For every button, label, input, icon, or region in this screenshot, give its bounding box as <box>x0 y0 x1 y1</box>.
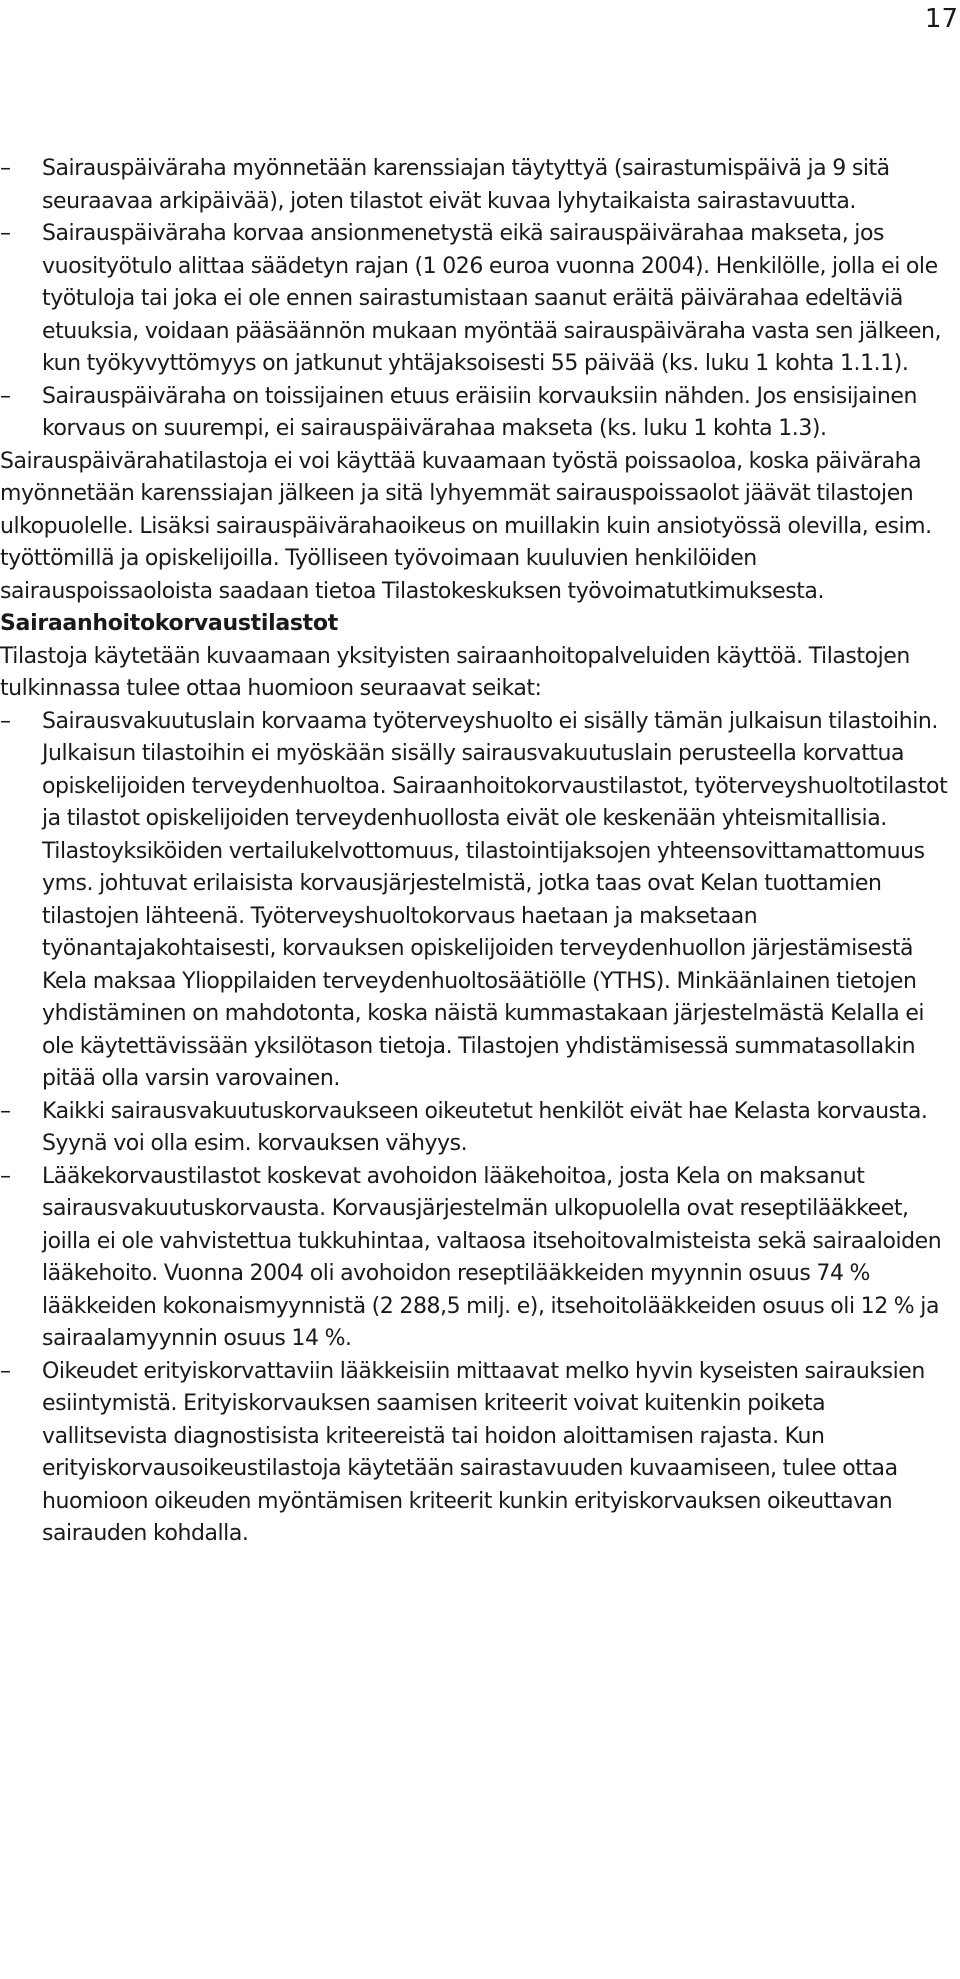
list-item <box>0 1356 956 1551</box>
list-item-text: Sairauspäiväraha korvaa ansionmenetystä eikä sairauspäivärahaa makseta, jos vuosityötulo alittaa säädetyn rajan (1 026 euroa vuonna 2004). Henkilölle, jolla ei ole työtuloja tai joka ei ole ennen sairastumistaan saanut eräitä päivärahaa edeltäviä etuuksia, voidaan pääsäännön mukaan myöntää sairauspäiväraha vasta sen jälkeen, kun työkyvyttömyys on jatkunut yhtäjaksoisesti 55 päivää (ks. luku 1 kohta 1.1.1). <box>42 221 942 376</box>
bullet-dash: – <box>0 1358 11 1384</box>
list-item-text: Kaikki sairausvakuutuskorvaukseen oikeutetut henkilöt eivät hae Kelasta korvausta. Syynä voi olla esim. korvauksen vähyys. <box>42 1098 928 1156</box>
list-item <box>0 218 956 381</box>
list-item-text: Sairausvakuutuslain korvaama työterveyshuolto ei sisälly tämän julkaisun tilastoihin. Julkaisun tilastoihin ei myöskään sisälly sairausvakuutuslain perusteella korvattua opiskelijoiden terveydenhuoltoa. Sairaanhoitokorvaustilastot, työterveyshuoltotilastot ja tilastot opiskelijoiden terveydenhuollosta eivät ole keskenään yhteismitallisia. Tilastoyksiköiden vertailukelvottomuus, tilastointijaksojen yhteensovittamattomuus yms. johtuvat erilaisista korvausjärjestelmistä, jotka taas ovat Kelan tuottamien tilastojen lähteenä. Työterveyshuoltokorvaus haetaan ja maksetaan työnantajakohtaisesti, korvauksen opiskelijoiden terveydenhuollon järjestämisestä Kela maksaa Ylioppilaiden terveydenhuoltosäätiölle (YTHS). Minkäänlainen tietojen yhdistäminen on mahdotonta, koska näistä kummastakaan järjestelmästä Kelalla ei ole käytettävissään yksilötason tietoja. Tilastojen yhdistämisessä summatasollakin pitää olla varsin varovainen. <box>42 708 948 1091</box>
list-item-text: Sairauspäiväraha myönnetään karenssiajan täytyttyä (sairastumispäivä ja 9 sitä seuraavaa arkipäivää), joten tilastot eivät kuvaa lyhytaikaista sairastavuutta. <box>42 156 890 214</box>
bullet-dash: – <box>0 156 11 181</box>
list-item <box>0 1161 956 1356</box>
bullet-dash: – <box>0 708 11 734</box>
list-item-text: Sairauspäiväraha on toissijainen etuus eräisiin korvauksiin nähden. Jos ensisijainen korvaus on suurempi, ei sairauspäivärahaa makseta (ks. luku 1 kohta 1.3). <box>42 383 917 441</box>
bullet-dash: – <box>0 1163 11 1189</box>
list-item-text: Lääkekorvaustilastot koskevat avohoidon lääkehoitoa, josta Kela on maksanut sairausvakuutuskorvausta. Korvausjärjestelmän ulkopuolella ovat reseptilääkkeet, joilla ei ole vahvistettua tukkuhintaa, valtaosa itsehoitovalmisteista sekä sairaaloiden lääkehoito. Vuonna 2004 oli avohoidon reseptilääkkeiden myynnin osuus 74 % lääkkeiden kokonaismyynnistä (2 288,5 milj. e), itsehoitolääkkeiden osuus oli 12 % ja sairaalamyynnin osuus 14 %. <box>42 1163 942 1351</box>
list-item <box>0 153 956 218</box>
list-item <box>0 706 956 1096</box>
bullet-dash: – <box>0 1098 11 1124</box>
list-item-text: Oikeudet erityiskorvattaviin lääkkeisiin mittaavat melko hyvin kyseisten sairauksien esiintymistä. Erityiskorvauksen saamisen kriteerit voivat kuitenkin poiketa vallitsevista diagnostisista kriteereistä tai hoidon aloittamisen rajasta. Kun erityiskorvausoikeustilastoja käytetään sairastavuuden kuvaamiseen, tulee ottaa huomioon oikeuden myöntämisen kriteerit kunkin erityiskorvauksen oikeuttavan sairauden kohdalla. <box>42 1358 925 1546</box>
section-heading: Sairaanhoitokorvaustilastot <box>0 611 338 636</box>
bullet-dash: – <box>0 221 11 246</box>
list-item <box>0 381 956 446</box>
document-body <box>0 153 956 1551</box>
bullet-dash: – <box>0 383 11 409</box>
page-number: 17 <box>924 4 958 34</box>
list-item <box>0 1096 956 1161</box>
body-paragraph: Tilastoja käytetään kuvaamaan yksityisten sairaanhoitopalveluiden käyttöä. Tilastojen tulkinnassa tulee ottaa huomioon seuraavat seikat: <box>0 643 910 701</box>
body-paragraph: Sairauspäivärahatilastoja ei voi käyttää kuvaamaan työstä poissaoloa, koska päiväraha myönnetään karenssiajan jälkeen ja sitä lyhyemmät sairauspoissaolot jäävät tilastojen ulkopuolelle. Lisäksi sairauspäivärahaoikeus on muillakin kuin ansiotyössä olevilla, esim. työttömillä ja opiskelijoilla. Työlliseen työvoimaan kuuluvien henkilöiden sairauspoissaoloista saadaan tietoa Tilastokeskuksen työvoimatutkimuksesta. <box>0 448 932 604</box>
